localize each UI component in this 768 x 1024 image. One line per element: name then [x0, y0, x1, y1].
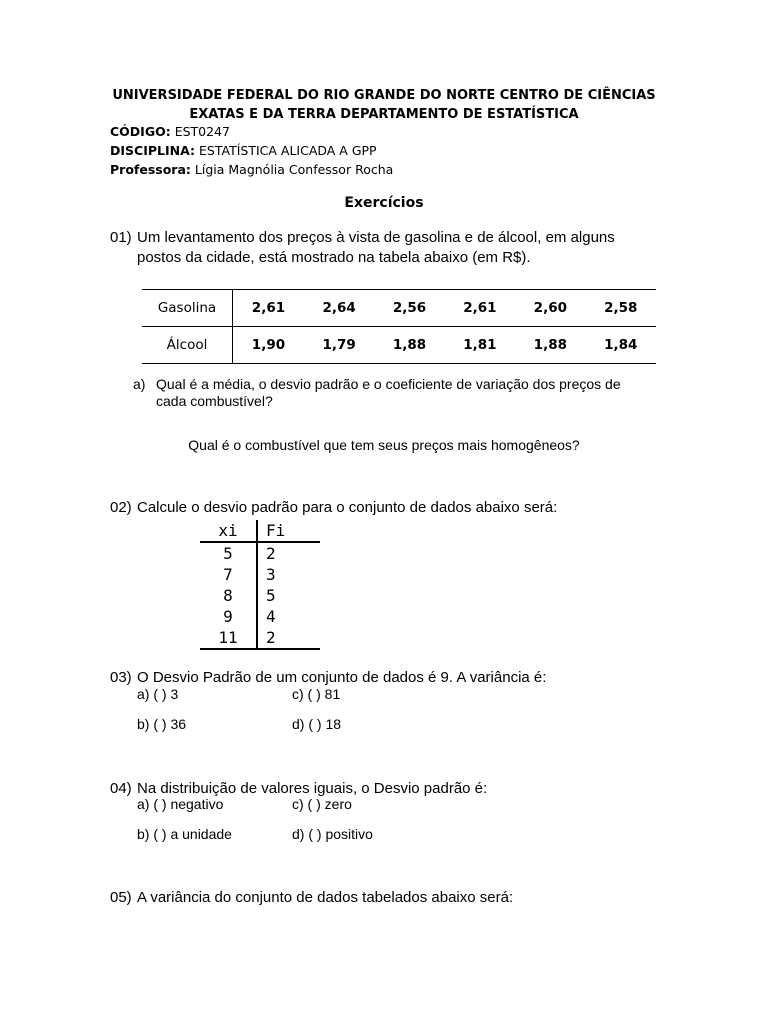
discipline-label: DISCIPLINA: — [110, 143, 195, 158]
table-cell: 1,90 — [233, 327, 304, 364]
cell-xi: 11 — [200, 627, 258, 648]
cell-fi: 4 — [265, 607, 276, 626]
question-4-text: Na distribuição de valores iguais, o Desvio padrão é: — [137, 780, 488, 797]
table-row — [142, 290, 656, 327]
cell-xi: 8 — [200, 585, 258, 606]
cell-xi: 5 — [200, 543, 258, 564]
table-cell: 2,58 — [586, 290, 656, 327]
row-label-alcool: Álcool — [142, 327, 233, 364]
subitem-a-line1: Qual é a média, o desvio padrão e o coeficiente de variação dos preços de — [156, 376, 621, 392]
page-title: Exercícios — [344, 195, 424, 211]
professor-value: Lígia Magnólia Confessor Rocha — [194, 162, 394, 177]
course-code-label: CÓDIGO: — [110, 124, 171, 139]
cell-xi: 7 — [200, 564, 258, 585]
question-2 — [110, 498, 658, 518]
course-code — [110, 122, 658, 141]
frequency-table — [200, 520, 320, 650]
table-cell: 1,79 — [304, 327, 374, 364]
cell-fi: 5 — [265, 586, 276, 605]
table-row — [200, 543, 320, 564]
table-row — [142, 327, 656, 364]
question-1-text-line1: Um levantamento dos preços à vista de gasolina e de álcool, em alguns — [137, 229, 615, 246]
course-professor — [110, 160, 658, 179]
question-1-subitem-a — [133, 376, 653, 410]
question-1-homogeneity: Qual é o combustível que tem seus preços mais homogêneos? — [188, 437, 580, 453]
question-3 — [110, 668, 658, 688]
question-1-number: 01) — [110, 229, 132, 246]
table-cell: 2,64 — [304, 290, 374, 327]
cell-fi: 2 — [265, 544, 276, 563]
question-4-option-a[interactable]: a) ( ) negativo — [137, 796, 224, 812]
subitem-a-line2: cada combustível? — [156, 393, 273, 409]
question-5-text: A variância do conjunto de dados tabelados abaixo será: — [137, 889, 514, 906]
discipline-value: ESTATÍSTICA ALICADA A GPP — [198, 143, 377, 158]
question-1-text-line2: postos da cidade, está mostrado na tabela abaixo (em R$). — [137, 249, 531, 266]
question-5-number: 05) — [110, 889, 132, 906]
question-2-number: 02) — [110, 499, 132, 516]
question-3-number: 03) — [110, 669, 132, 686]
course-code-value: EST0247 — [174, 124, 230, 139]
frequency-table-header — [200, 520, 320, 543]
question-4-option-b[interactable]: b) ( ) a unidade — [137, 826, 232, 842]
cell-fi: 2 — [265, 628, 276, 647]
university-header: UNIVERSIDADE FEDERAL DO RIO GRANDE DO NORTE CENTRO DE CIÊNCIAS EXATAS E DA TERRA DEPARTAMENTO DE ESTATÍSTICA — [112, 88, 656, 122]
cell-fi: 3 — [265, 565, 276, 584]
question-5 — [110, 888, 658, 908]
subitem-a-letter: a) — [133, 376, 146, 392]
header-fi: Fi — [265, 521, 286, 540]
question-4-number: 04) — [110, 780, 132, 797]
table-row — [200, 585, 320, 606]
question-3-text: O Desvio Padrão de um conjunto de dados é 9. A variância é: — [137, 669, 547, 686]
table-row — [200, 606, 320, 627]
question-3-option-a[interactable]: a) ( ) 3 — [137, 686, 179, 702]
table-cell: 1,84 — [586, 327, 656, 364]
table-row — [200, 627, 320, 650]
course-discipline — [110, 141, 658, 160]
row-label-gasolina: Gasolina — [142, 290, 233, 327]
question-1 — [110, 228, 658, 268]
professor-label: Professora: — [110, 162, 191, 177]
question-2-text: Calcule o desvio padrão para o conjunto de dados abaixo será: — [137, 499, 558, 516]
question-4-option-d[interactable]: d) ( ) positivo — [292, 826, 373, 842]
table-cell: 1,88 — [374, 327, 444, 364]
question-3-option-b[interactable]: b) ( ) 36 — [137, 716, 187, 732]
question-3-option-d[interactable]: d) ( ) 18 — [292, 716, 342, 732]
table-cell: 2,61 — [233, 290, 304, 327]
cell-xi: 9 — [200, 606, 258, 627]
table-cell: 2,56 — [374, 290, 444, 327]
question-3-option-c[interactable]: c) ( ) 81 — [292, 686, 341, 702]
fuel-price-table — [142, 289, 656, 364]
table-cell: 1,81 — [445, 327, 515, 364]
table-cell: 2,60 — [515, 290, 585, 327]
table-cell: 1,88 — [515, 327, 585, 364]
table-cell: 2,61 — [445, 290, 515, 327]
question-4-option-c[interactable]: c) ( ) zero — [292, 796, 352, 812]
table-row — [200, 564, 320, 585]
header-xi: xi — [200, 520, 258, 541]
